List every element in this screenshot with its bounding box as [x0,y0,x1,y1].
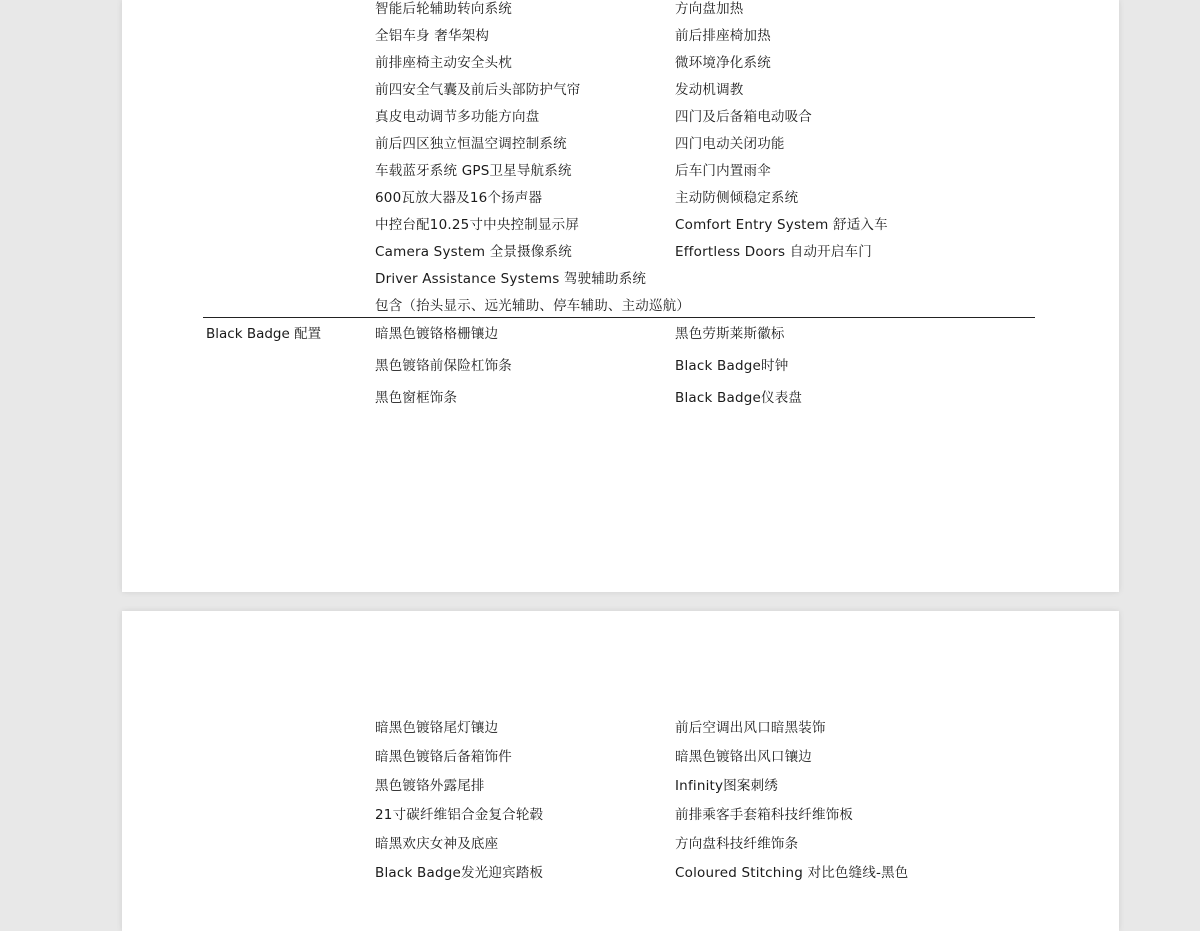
feature-item: 暗黑欢庆女神及底座 [375,836,499,852]
feature-item: Black Badge发光迎宾踏板 [375,865,544,881]
section-label-black-badge: Black Badge 配置 [206,326,322,342]
feature-item: 黑色镀铬外露尾排 [375,778,485,794]
feature-item: 暗黑色镀铬格栅镶边 [375,326,499,342]
feature-item: 后车门内置雨伞 [675,163,771,179]
feature-item: Comfort Entry System 舒适入车 [675,217,888,233]
section-divider [203,317,1035,318]
feature-item: 黑色镀铬前保险杠饰条 [375,358,512,374]
feature-item: 方向盘加热 [675,1,744,17]
feature-item: Infinity图案刺绣 [675,778,779,794]
feature-item: Black Badge时钟 [675,358,789,374]
feature-item: 600瓦放大器及16个扬声器 [375,190,543,206]
feature-item: 四门电动关闭功能 [675,136,785,152]
feature-item: 前后排座椅加热 [675,28,771,44]
feature-item: Black Badge仪表盘 [675,390,803,406]
feature-item: 暗黑色镀铬尾灯镶边 [375,720,499,736]
feature-item: 发动机调教 [675,82,744,98]
feature-item: Effortless Doors 自动开启车门 [675,244,872,260]
feature-item: 黑色劳斯莱斯徽标 [675,326,785,342]
feature-item: 方向盘科技纤维饰条 [675,836,799,852]
feature-item: 暗黑色镀铬出风口镶边 [675,749,812,765]
feature-item: 暗黑色镀铬后备箱饰件 [375,749,512,765]
feature-item: 真皮电动调节多功能方向盘 [375,109,540,125]
feature-item: 前排乘客手套箱科技纤维饰板 [675,807,854,823]
feature-item: Camera System 全景摄像系统 [375,244,572,260]
feature-item: 包含（抬头显示、远光辅助、停车辅助、主动巡航） [375,298,691,314]
feature-item: 黑色窗框饰条 [375,390,458,406]
spec-page-2 [122,611,1119,931]
feature-item: 智能后轮辅助转向系统 [375,1,512,17]
feature-item: 全铝车身 奢华架构 [375,28,490,44]
feature-item: Coloured Stitching 对比色缝线-黑色 [675,865,909,881]
feature-item: 前后空调出风口暗黑装饰 [675,720,826,736]
feature-item: 前后四区独立恒温空调控制系统 [375,136,567,152]
feature-item: 主动防侧倾稳定系统 [675,190,799,206]
feature-item: 21寸碳纤维铝合金复合轮毂 [375,807,544,823]
feature-item: 四门及后备箱电动吸合 [675,109,812,125]
feature-item: Driver Assistance Systems 驾驶辅助系统 [375,271,647,287]
feature-item: 微环境净化系统 [675,55,771,71]
feature-item: 中控台配10.25寸中央控制显示屏 [375,217,580,233]
feature-item: 前四安全气囊及前后头部防护气帘 [375,82,581,98]
feature-item: 前排座椅主动安全头枕 [375,55,512,71]
feature-item: 车载蓝牙系统 GPS卫星导航系统 [375,163,572,179]
spec-page-1 [122,0,1119,592]
